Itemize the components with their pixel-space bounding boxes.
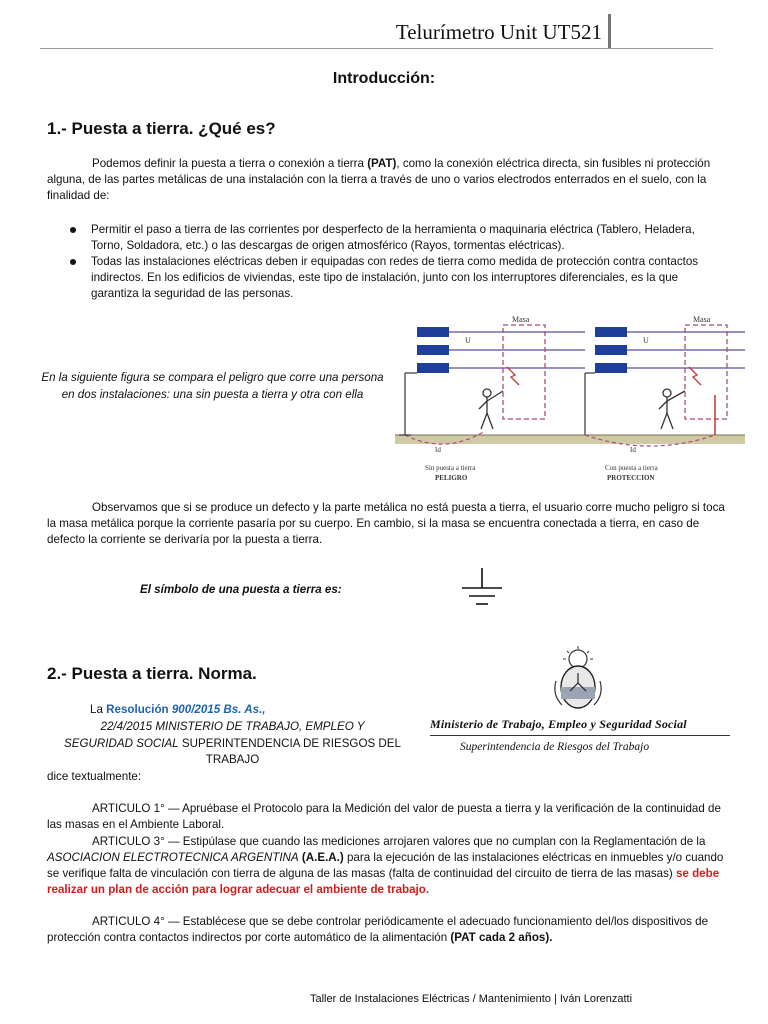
masa-enclosure — [503, 325, 545, 419]
figure-label-right: Con puesta a tierra — [605, 464, 658, 472]
section1-paragraph-2: Observamos que si se produce un defecto y la parte metálica no está puesta a tierra, el usuario corre mucho peligro si toca la masa metálica porque la corriente pasaría por su cuerpo. En cambio, si la masa se encuentra conectada a tierra, en caso de defecto la corriente se derivaría por la puesta a tierra. — [47, 501, 725, 546]
header-rule — [40, 48, 713, 49]
figure-caption: En la siguiente figura se compara el peligro que corre una persona en dos instalaciones: una sin puesta a tierra y otra con ella — [41, 371, 384, 401]
header-divider — [608, 14, 611, 48]
resolution-date: 22/4/2015 MINISTERIO DE TRABAJO, EMPLEO Y — [100, 720, 365, 733]
svg-text:Id: Id — [435, 446, 441, 454]
resolution-org-end: TRABAJO — [205, 753, 260, 766]
u-label: U — [643, 336, 649, 345]
section1-bullet-list — [47, 222, 727, 302]
installation-with-ground — [585, 315, 745, 482]
symbol-text: El símbolo de una puesta a tierra es: — [140, 583, 342, 596]
person-icon — [659, 389, 685, 429]
intro-title: Introducción: — [332, 70, 436, 87]
ministry-logo — [430, 645, 730, 775]
resolution-link[interactable]: Resolución — [106, 703, 169, 716]
svg-text:Id: Id — [630, 446, 636, 454]
section1-paragraph: Podemos definir la puesta a tierra o conexión a tierra (PAT), como la conexión eléctrica directa, sin fusibles ni protección alguna, de las partes metálicas de una instalación con la tierra a través de uno o varios electrodos enterrados en el suelo, con la finalidad de: — [47, 157, 711, 202]
fault-bolt-icon — [507, 367, 519, 385]
header-title: Telurímetro Unit UT521 — [395, 20, 602, 44]
transformer-coil — [417, 363, 449, 373]
transformer-coil — [595, 345, 627, 355]
masa-label: Masa — [512, 315, 530, 324]
resolution-org: SEGURIDAD SOCIAL SUPERINTENDENCIA DE RIESGOS DEL — [64, 737, 401, 750]
article-4: ARTICULO 4° — Establécese que se debe controlar periódicamente el adecuado funcionamiento del/los dispositivos de protección contra contactos indirectos por corte automático de la alimentación (PAT cada 2 años). — [47, 915, 709, 944]
list-item: Todas las instalaciones eléctricas deben ir equipadas con redes de tierra como medida de protección contra contactos indirectos. En los edificios de viviendas, este tipo de instalación, junto con los interruptores diferenciales, es la que garantiza la seguridad de las personas. — [47, 254, 727, 302]
figure-label-right-status: PROTECCION — [607, 474, 655, 482]
masa-enclosure — [685, 325, 727, 419]
u-label: U — [465, 336, 471, 345]
figure-label-left-status: PELIGRO — [435, 474, 468, 482]
transformer-coil — [595, 363, 627, 373]
article-3: ARTICULO 3° — Estipúlase que cuando las mediciones arrojaren valores que no cumplan con la Reglamentación de la ASOCIACION ELECTROTECNICA ARGENTINA (A.E.A.) para la ejecución de las instalaciones eléctricas en inmuebles y/o cuando se verifique falta de vinculación con tierra de alguna de las masas (falta de continuidad del circuito de tierra de las masas) se debe realizar un plan de acción para lograr adecuar el ambiente de trabajo. — [47, 835, 724, 896]
footer-text: Taller de Instalaciones Eléctricas / Mantenimiento | Iván Lorenzatti — [310, 993, 633, 1005]
figure-label-left: Sin puesta a tierra — [425, 464, 476, 472]
logo-ministry-name: Ministerio de Trabajo, Empleo y Seguridad Social — [430, 717, 687, 731]
section1-heading: 1.- Puesta a tierra. ¿Qué es? — [47, 119, 276, 138]
article-1: ARTICULO 1° — Apruébase el Protocolo para la Medición del valor de puesta a tierra y la verificación de la continuidad de las masas en el Ambiente Laboral. — [47, 802, 721, 831]
logo-superintendencia: Superintendencia de Riesgos del Trabajo — [460, 741, 650, 753]
ground-strip — [395, 435, 745, 444]
dice-text: dice textualmente: — [47, 770, 142, 783]
masa-label: Masa — [693, 315, 711, 324]
transformer-coil — [417, 327, 449, 337]
resolution-line: La Resolución 900/2015 Bs. As., — [90, 703, 266, 716]
person-icon — [479, 389, 503, 429]
transformer-coil — [417, 345, 449, 355]
grounding-comparison-figure — [395, 305, 745, 490]
installation-without-ground — [399, 315, 585, 482]
list-item: Permitir el paso a tierra de las corrientes por desperfecto de la herramienta o maquinaria eléctrica (Tablero, Heladera, Torno, Soldadora, etc.) o las descargas de origen atmosférico (Rayos, tormentas eléctricas). — [47, 222, 727, 254]
ground-symbol-icon — [458, 566, 506, 610]
fault-bolt-icon — [689, 367, 701, 385]
coat-of-arms-icon — [550, 645, 606, 711]
transformer-coil — [595, 327, 627, 337]
section2-heading: 2.- Puesta a tierra. Norma. — [47, 664, 257, 683]
